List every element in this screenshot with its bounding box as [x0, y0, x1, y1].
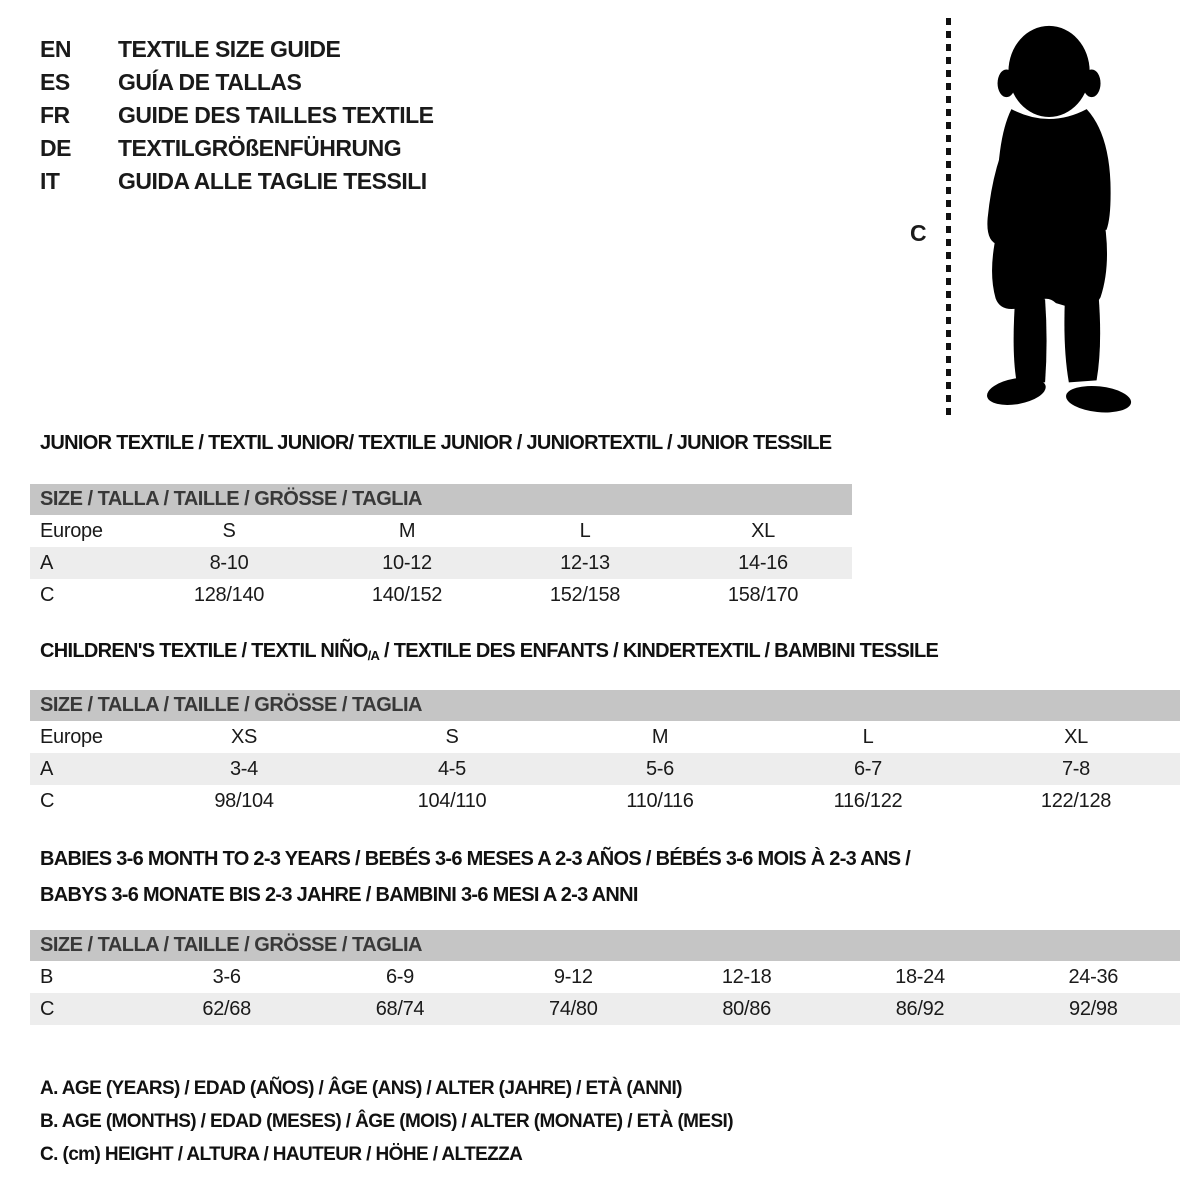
size-header-bar: SIZE / TALLA / TAILLE / GRÖSSE / TAGLIA [30, 930, 1180, 961]
children-title-suffix: / TEXTILE DES ENFANTS / KINDERTEXTIL / BAMBINI TESSILE [379, 640, 939, 662]
toddler-silhouette-illustration [958, 14, 1150, 420]
table-cell: 92/98 [1069, 997, 1118, 1020]
babies-section-title-line2: BABYS 3-6 MONATE BIS 2-3 JAHRE / BAMBINI 3-6 MESI A 2-3 ANNI [40, 884, 638, 906]
row-label: Europe [40, 725, 103, 748]
table-cell: 104/110 [417, 789, 487, 812]
table-cell: 4-5 [437, 757, 466, 780]
table-cell: 62/68 [202, 997, 251, 1020]
table-cell: 86/92 [895, 997, 945, 1020]
babies-size-table [30, 930, 1180, 1025]
table-cell: L [579, 519, 591, 542]
lang-label: TEXTILE SIZE GUIDE [118, 36, 341, 62]
table-row-height [30, 993, 1180, 1025]
table-row-height [30, 785, 1180, 817]
row-label: C [40, 789, 55, 812]
table-cell: 158/170 [727, 583, 799, 606]
junior-size-table [30, 484, 852, 611]
row-label: A [40, 757, 54, 780]
height-measure-dashed-line [946, 18, 951, 416]
table-cell: 6-9 [385, 965, 414, 988]
row-label: Europe [40, 519, 103, 542]
size-header-bar: SIZE / TALLA / TAILLE / GRÖSSE / TAGLIA [30, 690, 1180, 721]
table-cell: XL [1064, 725, 1088, 748]
lang-row-it [40, 165, 434, 198]
table-row-age-years [30, 753, 1180, 785]
row-label: B [40, 965, 54, 988]
table-cell: S [445, 725, 459, 748]
junior-section-title: JUNIOR TEXTILE / TEXTIL JUNIOR/ TEXTILE JUNIOR / JUNIORTEXTIL / JUNIOR TESSILE [40, 432, 832, 454]
row-label: C [40, 997, 55, 1020]
table-cell: XS [230, 725, 258, 748]
table-cell: 3-4 [229, 757, 258, 780]
lang-code: ES [40, 69, 70, 95]
table-cell: M [651, 725, 669, 748]
measurement-legend [40, 1072, 733, 1171]
table-cell: 128/140 [193, 583, 265, 606]
babies-section-title-line1: BABIES 3-6 MONTH TO 2-3 YEARS / BEBÉS 3-6 MESES A 2-3 AÑOS / BÉBÉS 3-6 MOIS À 2-3 ANS / [40, 848, 911, 870]
table-row-height [30, 579, 852, 611]
table-cell: 110/116 [626, 789, 694, 812]
lang-row-en [40, 33, 434, 66]
legend-line-b: B. AGE (MONTHS) / EDAD (MESES) / ÂGE (MOIS) / ALTER (MONATE) / ETÀ (MESI) [40, 1110, 733, 1132]
children-title-prefix: CHILDREN'S TEXTILE / TEXTIL NIÑO [40, 640, 368, 662]
table-cell: 152/158 [549, 583, 621, 606]
table-cell: 8-10 [209, 551, 249, 574]
table-row-age-months [30, 961, 1180, 993]
table-row-age-years [30, 547, 852, 579]
table-cell: 122/128 [1040, 789, 1112, 812]
lang-label: GUIDA ALLE TAGLIE TESSILI [118, 168, 427, 194]
lang-label: TEXTILGRÖßENFÜHRUNG [118, 135, 402, 161]
table-cell: 74/80 [549, 997, 598, 1020]
table-cell: L [862, 725, 874, 748]
lang-code: EN [40, 36, 71, 62]
size-header-bar: SIZE / TALLA / TAILLE / GRÖSSE / TAGLIA [30, 484, 852, 515]
height-measure-label: C [910, 220, 927, 246]
table-cell: 12-13 [560, 551, 610, 574]
table-cell: 24-36 [1068, 965, 1119, 988]
children-size-table [30, 690, 1180, 817]
row-label: C [40, 583, 55, 606]
table-cell: 7-8 [1061, 757, 1090, 780]
table-cell: 68/74 [375, 997, 425, 1020]
table-row-europe [30, 721, 1180, 753]
language-header [40, 33, 434, 198]
table-cell: 10-12 [382, 551, 432, 574]
legend-line-a: A. AGE (YEARS) / EDAD (AÑOS) / ÂGE (ANS) / ALTER (JAHRE) / ETÀ (ANNI) [40, 1077, 682, 1099]
table-cell: 18-24 [895, 965, 945, 988]
table-cell: M [398, 519, 416, 542]
table-cell: 9-12 [553, 965, 593, 988]
lang-label: GUIDE DES TAILLES TEXTILE [118, 102, 434, 128]
table-cell: 140/152 [371, 583, 443, 606]
children-title-sub: /A [367, 648, 380, 663]
children-section-title [40, 640, 938, 663]
lang-row-fr [40, 99, 434, 132]
row-label: A [40, 551, 54, 574]
legend-line-c: C. (cm) HEIGHT / ALTURA / HAUTEUR / HÖHE / ALTEZZA [40, 1143, 523, 1165]
table-row-europe [30, 515, 852, 547]
table-cell: XL [751, 519, 775, 542]
lang-code: IT [40, 168, 60, 194]
lang-code: DE [40, 135, 71, 161]
table-cell: S [222, 519, 236, 542]
table-cell: 98/104 [214, 789, 274, 812]
table-cell: 116/122 [833, 789, 903, 812]
table-cell: 14-16 [738, 551, 788, 574]
table-cell: 6-7 [853, 757, 882, 780]
lang-row-es [40, 66, 434, 99]
lang-row-de [40, 132, 434, 165]
table-cell: 5-6 [645, 757, 674, 780]
table-cell: 12-18 [721, 965, 772, 988]
table-cell: 3-6 [212, 965, 241, 988]
table-cell: 80/86 [722, 997, 771, 1020]
lang-code: FR [40, 102, 70, 128]
lang-label: GUÍA DE TALLAS [118, 69, 302, 95]
